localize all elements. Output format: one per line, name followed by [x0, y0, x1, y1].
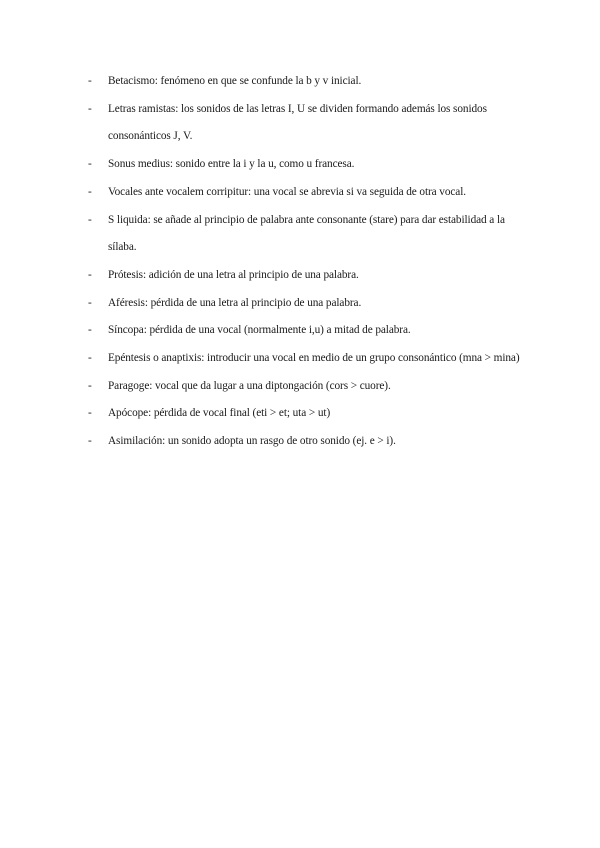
- list-item-text: Apócope: pérdida de vocal final (eti > et; uta > ut): [108, 407, 331, 420]
- list-item-asimilacion: [88, 428, 528, 456]
- bullet-dash: -: [88, 379, 92, 392]
- list-item-sincopa: [88, 317, 528, 345]
- list-item-epentesis: [88, 345, 528, 373]
- list-item-text: Epéntesis o anaptixis: introducir una vocal en medio de un grupo consonántico (mna > mina): [108, 352, 520, 365]
- bullet-dash: -: [88, 213, 92, 226]
- list-item-protesis: [88, 262, 528, 290]
- list-item-text: Vocales ante vocalem corripitur: una vocal se abrevia si va seguida de otra vocal.: [108, 185, 466, 198]
- list-item-text: Síncopa: pérdida de una vocal (normalmente i,u) a mitad de palabra.: [108, 324, 411, 337]
- bullet-dash: -: [88, 75, 92, 87]
- bullet-dash: -: [88, 352, 92, 365]
- list-item-text: S liquida: se añade al principio de palabra ante consonante (stare) para dar estabilidad a la sílaba.: [108, 213, 505, 254]
- list-item-text: Letras ramistas: los sonidos de las letras I, U se dividen formando además los sonidos consonánticos J, V.: [108, 102, 487, 143]
- list-item-text: Aféresis: pérdida de una letra al principio de una palabra.: [108, 296, 362, 309]
- bullet-dash: -: [88, 435, 92, 448]
- list-item-text: Betacismo: fenómeno en que se confunde la b y v inicial.: [108, 75, 362, 87]
- list-item-betacismo: [88, 68, 528, 96]
- list-item-text: Paragoge: vocal que da lugar a una diptongación (cors > cuore).: [108, 379, 391, 392]
- list-item-aferesis: [88, 290, 528, 318]
- list-item-vocales-ante-vocalem: [88, 179, 528, 207]
- list-item-text: Prótesis: adición de una letra al principio de una palabra.: [108, 268, 359, 281]
- bullet-dash: -: [88, 185, 92, 198]
- list-item-text: Asimilación: un sonido adopta un rasgo de otro sonido (ej. e > i).: [108, 435, 396, 448]
- definition-list: [88, 68, 528, 456]
- bullet-dash: -: [88, 407, 92, 420]
- list-item-text: Sonus medius: sonido entre la i y la u, como u francesa.: [108, 158, 355, 171]
- list-item-sonus-medius: [88, 151, 528, 179]
- bullet-dash: -: [88, 158, 92, 171]
- bullet-dash: -: [88, 268, 92, 281]
- bullet-dash: -: [88, 102, 92, 115]
- list-item-paragoge: [88, 373, 528, 401]
- list-item-letras-ramistas: [88, 96, 528, 151]
- list-item-s-liquida: [88, 207, 528, 262]
- bullet-dash: -: [88, 324, 92, 337]
- bullet-dash: -: [88, 296, 92, 309]
- list-item-apocope: [88, 400, 528, 428]
